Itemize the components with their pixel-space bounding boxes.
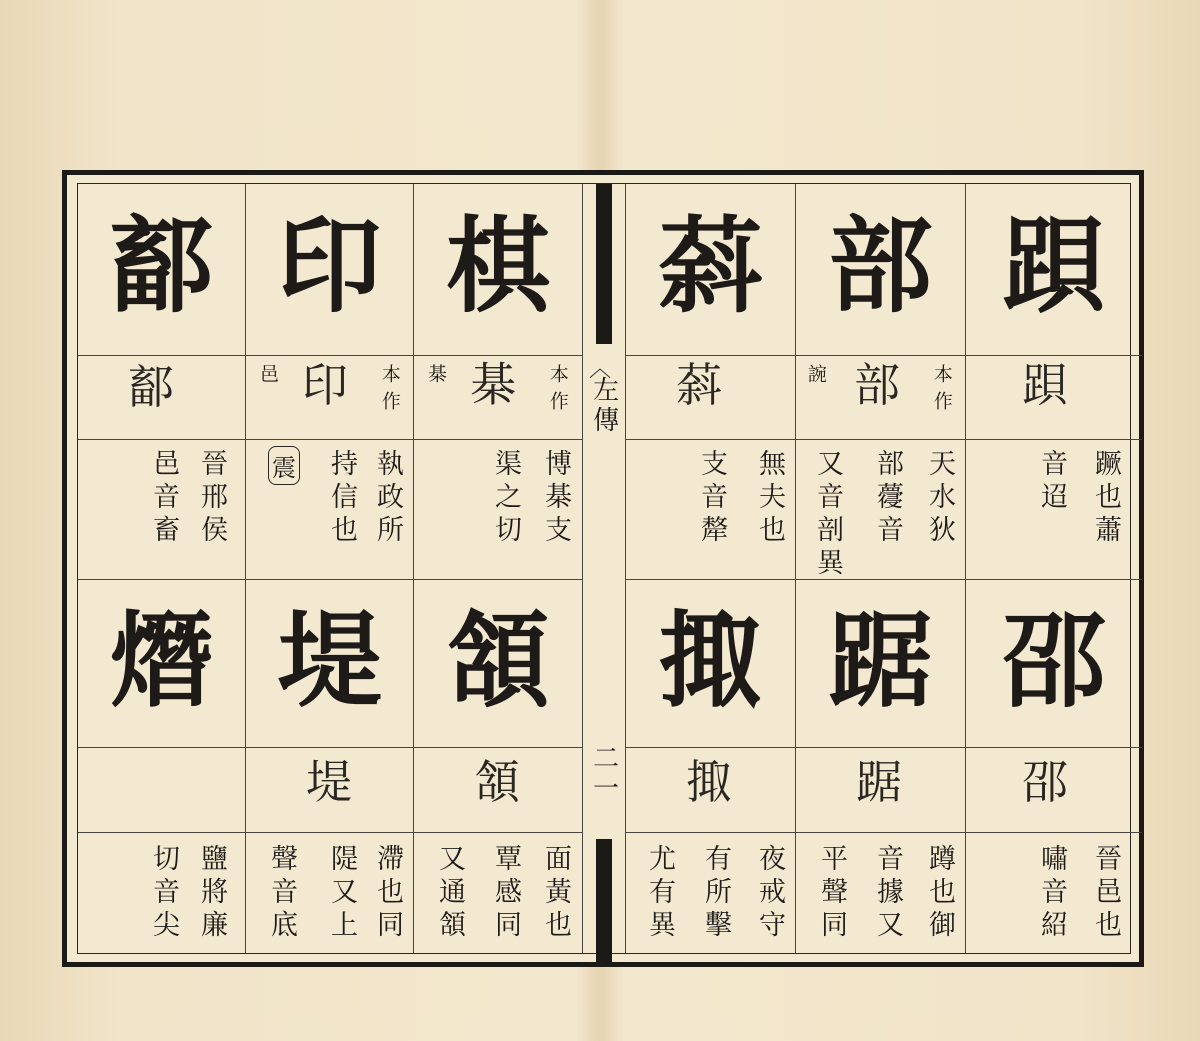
seal-script: 掫 — [686, 755, 732, 809]
annotation: 晉邑也 — [1090, 844, 1122, 943]
annotation: 鹽將廉 — [196, 844, 228, 943]
annotation: 音迢 — [1036, 449, 1068, 515]
left-page — [78, 184, 582, 953]
annotation: 執政所 — [372, 449, 404, 548]
headword: 䔑 — [658, 204, 763, 327]
seal-script: 鄐 — [128, 360, 174, 414]
annotation: 滯也同 — [372, 844, 404, 943]
headword: 堤 — [277, 599, 382, 722]
entry-column — [966, 184, 1142, 953]
headword: 部 — [828, 204, 933, 327]
annotation: 切音尖 — [148, 844, 180, 943]
book-title: 左傳 — [588, 376, 619, 436]
headword: 踞 — [828, 599, 933, 722]
seal-script: 頷 — [474, 755, 520, 809]
entry-column — [78, 184, 246, 953]
annotation: 隄又上 — [326, 844, 358, 943]
annotation: 晉邢侯 — [196, 449, 228, 548]
seal-script: 邵 — [1022, 755, 1068, 809]
annotation: 蹲也御 — [924, 844, 956, 943]
annotation: 䛷 — [804, 364, 827, 391]
annotation: 棊 — [424, 364, 447, 391]
annotation: 無夫也 — [754, 449, 786, 548]
seal-script: 堤 — [306, 755, 352, 809]
annotation: 支音犛 — [696, 449, 728, 548]
headword: 棋 — [445, 204, 550, 327]
annotation: 博棊支 — [540, 449, 572, 548]
annotation: 本作 — [378, 364, 401, 418]
page-frame — [62, 170, 1144, 967]
annotation: 邑音畜 — [148, 449, 180, 548]
seal-script: 印 — [302, 358, 348, 412]
annotation: 又通頷 — [434, 844, 466, 943]
fold-bar-bottom — [596, 839, 612, 964]
headword: 印 — [277, 204, 382, 327]
annotation: 邑 — [256, 364, 279, 391]
headword: 頷 — [445, 599, 550, 722]
annotation: 本作 — [930, 364, 953, 418]
boxed-rhyme — [268, 446, 300, 485]
annotation: 嘯音紹 — [1036, 844, 1068, 943]
right-page — [626, 184, 1142, 953]
headword: 掫 — [658, 599, 763, 722]
annotation: 覃感同 — [490, 844, 522, 943]
page-number: 二一 — [588, 744, 619, 804]
annotation: 渠之切 — [490, 449, 522, 548]
annotation: 本作 — [546, 364, 569, 418]
annotation: 持信也 — [326, 449, 358, 548]
fish-tail-mark: ︿ — [589, 357, 612, 382]
annotation: 平聲同 — [816, 844, 848, 943]
entry-column — [246, 184, 414, 953]
entry-column — [414, 184, 582, 953]
annotation: 部蘉音 — [872, 449, 904, 548]
inner-border — [77, 183, 1131, 954]
seal-script: 踞 — [856, 755, 902, 809]
annotation: 又音剖異 — [812, 449, 844, 581]
annotation: 音據又 — [872, 844, 904, 943]
annotation: 尤有異 — [644, 844, 676, 943]
seal-script: 䔑 — [676, 358, 722, 412]
headword: 䟺 — [1001, 204, 1106, 327]
entry-column — [626, 184, 796, 953]
annotation: 面黃也 — [540, 844, 572, 943]
annotation: 天水狄 — [924, 449, 956, 548]
annotation: 蹶也蕭 — [1090, 449, 1122, 548]
headword: 邵 — [1001, 599, 1106, 722]
fold-bar-top — [596, 184, 612, 344]
annotation: 聲音底 — [266, 844, 298, 943]
rhyme-label: 震 — [268, 446, 300, 485]
seal-script: 棊 — [470, 358, 516, 412]
annotation: 夜戒守 — [754, 844, 786, 943]
seal-script: 部 — [854, 358, 900, 412]
entry-column — [796, 184, 966, 953]
headword: 熸 — [109, 599, 214, 722]
center-fold — [582, 184, 626, 953]
annotation: 有所擊 — [700, 844, 732, 943]
seal-script: 䟺 — [1022, 358, 1068, 412]
headword: 鄐 — [109, 204, 214, 327]
